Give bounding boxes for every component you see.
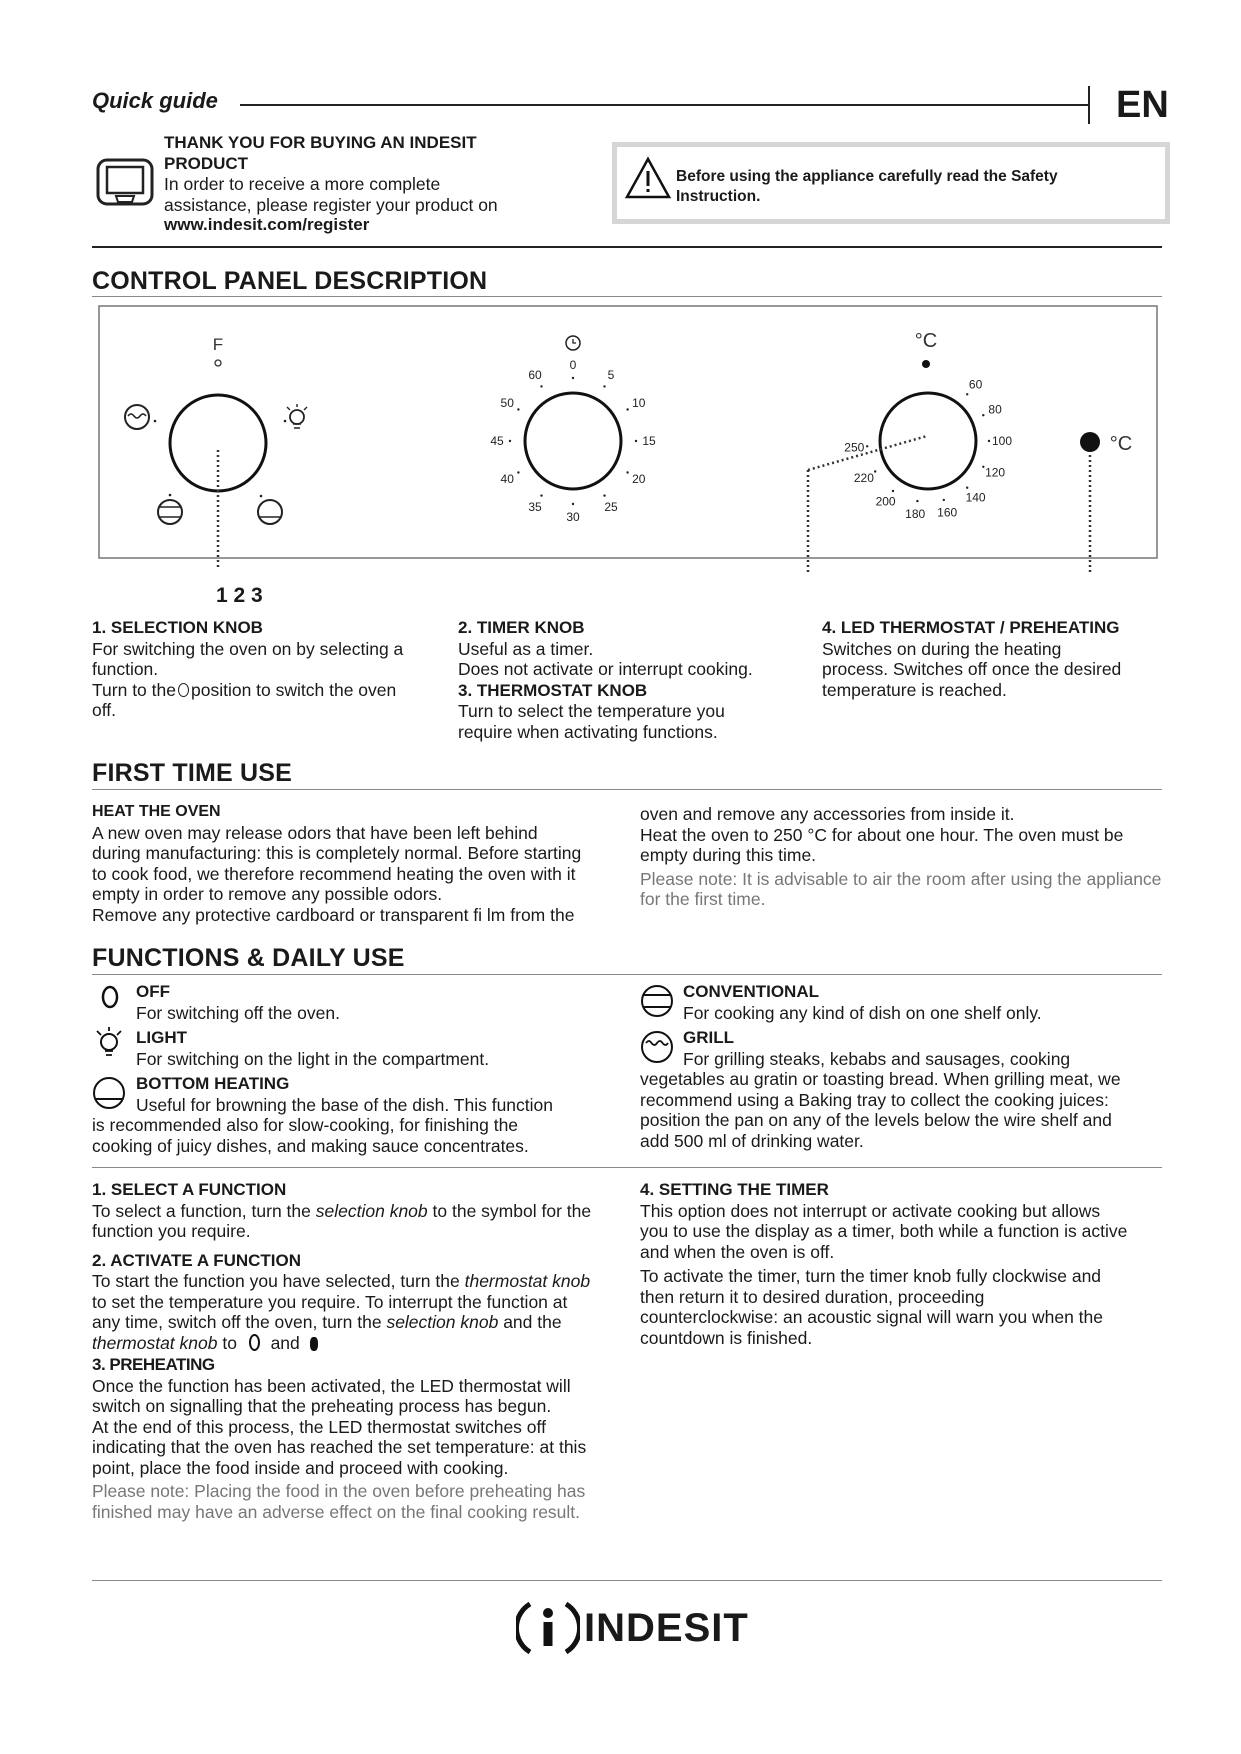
selection-knob-text: For switching the oven on by selecting a (92, 638, 404, 659)
thermostat-degree-label: °C (914, 330, 938, 352)
bottom-heating-icon (258, 495, 282, 524)
thermostat-knob-text: Turn to select the temperature you (458, 701, 725, 721)
setting-timer-text-6: counterclockwise: an acoustic signal will warn you when the (640, 1307, 1104, 1327)
timer-mark: 60 (528, 368, 542, 383)
preheating-title: 3. PREHEATING (92, 1355, 215, 1374)
header-rule (240, 104, 1088, 106)
setting-timer-text-3: and when the oven is off. (640, 1241, 835, 1262)
preheating-text-2: switch on signalling that the preheating process has begun. (92, 1396, 552, 1416)
timer-mark: 0 (569, 358, 577, 372)
timer-knob-text: Useful as a timer. (458, 638, 594, 659)
bottom-heating-text: Useful for browning the base of the dish. This function (136, 1094, 554, 1115)
timer-mark-dot (540, 494, 542, 496)
activate-function-text: To start the function you have selected, turn the (92, 1271, 460, 1291)
thermostat-mark-dot (982, 466, 984, 468)
timer-mark-dot (517, 408, 519, 410)
thermostat-mark-dot (988, 440, 990, 442)
preheating-note-2: finished may have an adverse effect on the final cooking result. (92, 1501, 581, 1522)
grill-text-4: position the pan on any of the levels below the wire shelf and (640, 1110, 1112, 1130)
grill-icon (125, 405, 156, 429)
heat-oven-text-5: Remove any protective cardboard or transparent fi lm from the (92, 904, 575, 925)
clock-icon (566, 336, 580, 350)
activate-function-text-5: to (222, 1332, 237, 1353)
activate-function-text-italic-3: thermostat knob (92, 1332, 218, 1353)
thermostat-mark: 120 (985, 465, 1006, 480)
light-text: For switching on the light in the compartment. (136, 1048, 490, 1069)
setting-timer-text-5: then return it to desired duration, proceeding (640, 1286, 985, 1307)
timer-mark: 35 (528, 499, 542, 514)
preheating-note: Please note: Placing the food in the oven before preheating has (92, 1481, 586, 1501)
off-position-icon (249, 1334, 260, 1351)
thermostat-mark-dot (943, 499, 945, 501)
selection-knob-title: 1. SELECTION KNOB (92, 618, 263, 637)
warning-text-2: Instruction. (676, 188, 761, 205)
timer-mark: 5 (607, 368, 615, 383)
thermostat-mark: 100 (991, 434, 1013, 448)
thermostat-mark: 220 (853, 471, 874, 485)
safety-warning-box (612, 142, 1170, 224)
heat-oven-note-2: for the first time. (640, 889, 766, 909)
timer-mark-dot (572, 503, 574, 505)
thermostat-mark-dot (892, 490, 894, 492)
control-panel-heading: CONTROL PANEL DESCRIPTION (92, 267, 488, 295)
activate-function-title: 2. ACTIVATE A FUNCTION (92, 1250, 302, 1270)
warning-text: Before using the appliance carefully read the Safety (676, 168, 1058, 185)
conventional-title: CONVENTIONAL (683, 982, 819, 1001)
bottom-heating-title: BOTTOM HEATING (136, 1074, 290, 1093)
light-title: LIGHT (136, 1028, 187, 1047)
thermostat-mark: 140 (965, 490, 986, 505)
heat-oven-note: Please note: It is advisable to air the room after using the appliance (640, 868, 1162, 889)
led-thermostat-indicator (1080, 432, 1100, 452)
heat-oven-text-6: oven and remove any accessories from inside it. (640, 804, 1015, 824)
heat-oven-text-3: to cook food, we therefore recommend heating the oven with it (92, 863, 576, 884)
preheating-text-5: point, place the food inside and proceed with cooking. (92, 1457, 509, 1478)
thanks-text: In order to receive a more complete (164, 174, 441, 194)
thermostat-mark: 160 (937, 505, 958, 520)
timer-mark-dot (626, 408, 628, 410)
activate-function-text-italic: thermostat knob (464, 1271, 591, 1291)
setting-timer-text-7: countdown is finished. (640, 1327, 813, 1348)
thermostat-knob-text-2: require when activating functions. (458, 721, 718, 742)
thermostat-mark-dot (982, 414, 984, 416)
thermostat-mark: 200 (875, 494, 896, 509)
heat-oven-text: A new oven may release odors that have been left behind (92, 822, 538, 843)
selection-knob-text-5: off. (92, 700, 117, 720)
thermostat-mark: 180 (905, 506, 926, 521)
light-icon (284, 404, 307, 428)
thanks-text-2: assistance, please register your product on (164, 194, 498, 215)
timer-mark-dot (572, 377, 574, 379)
select-function-text-3: function you require. (92, 1221, 251, 1241)
selection-knob-text-3: Turn to the (92, 679, 176, 700)
heat-oven-text-4: empty in order to remove any possible odors. (92, 884, 443, 904)
timer-mark: 15 (642, 434, 656, 448)
thermostat-mark-dot (966, 393, 968, 395)
thermostat-mark-dot (866, 445, 868, 447)
timer-knob-title: 2. TIMER KNOB (458, 618, 585, 637)
activate-function-text-2: to set the temperature you require. To interrupt the function at (92, 1291, 568, 1312)
grill-text-3: recommend using a Baking tray to collect the cooking juices: (640, 1089, 1109, 1110)
select-function-title: 1. SELECT A FUNCTION (92, 1180, 287, 1199)
activate-function-text-6: and (270, 1332, 300, 1353)
timer-mark-dot (626, 471, 628, 473)
grill-text: For grilling steaks, kebabs and sausages, cooking (683, 1048, 1071, 1069)
setting-timer-text-4: To activate the timer, turn the timer knob fully clockwise and (640, 1266, 1102, 1286)
thermostat-mark: 80 (988, 402, 1002, 417)
led-thermostat-text-2: process. Switches off once the desired (822, 659, 1122, 679)
heat-oven-text-8: empty during this time. (640, 845, 817, 865)
led-degree-label: °C (1109, 433, 1133, 455)
selection-knob-text-4: position to switch the oven (190, 679, 397, 700)
heat-oven-text-7: Heat the oven to 250 °C for about one hour. The oven must be (640, 824, 1124, 845)
timer-mark: 30 (566, 510, 580, 524)
activate-function-text-3: any time, switch off the oven, turn the (92, 1312, 382, 1332)
setting-timer-title: 4. SETTING THE TIMER (640, 1180, 829, 1199)
selection-knob-text-2: function. (92, 659, 159, 679)
timer-mark-dot (517, 471, 519, 473)
control-panel-diagram (98, 305, 1158, 585)
timer-mark-dot (603, 494, 605, 496)
thermostat-off-icon (310, 1337, 318, 1351)
thanks-title: THANK YOU FOR BUYING AN INDESIT (164, 133, 477, 152)
knob-numbers: 1 2 3 (216, 584, 263, 607)
timer-mark: 40 (500, 472, 514, 486)
indesit-logo-mark (516, 1596, 580, 1660)
led-thermostat-text: Switches on during the heating (822, 638, 1062, 659)
led-thermostat-title: 4. LED THERMOSTAT / PREHEATING (822, 618, 1120, 637)
grill-title: GRILL (683, 1028, 734, 1047)
guide-title: Quick guide (92, 88, 218, 113)
language-code: EN (1116, 84, 1169, 126)
thermostat-mark: 60 (968, 377, 983, 392)
header-rule-tick (1088, 86, 1090, 124)
first-time-use-rule (92, 789, 1162, 790)
timer-mark: 25 (604, 499, 618, 514)
timer-mark-dot (509, 440, 511, 442)
thermostat-mark-dot (874, 470, 876, 472)
thermostat-mark-dot (966, 487, 968, 489)
knob1-top-label: F (212, 335, 224, 354)
setting-timer-text: This option does not interrupt or activate cooking but allows (640, 1200, 1101, 1221)
indesit-brand: INDESIT (584, 1605, 749, 1650)
activate-function-text-italic-2: selection knob (386, 1312, 499, 1332)
timer-mark-dot (540, 385, 542, 387)
off-text: For switching off the oven. (136, 1002, 340, 1023)
register-link[interactable]: www.indesit.com/register (164, 215, 370, 234)
select-function-text: To select a function, turn the (92, 1200, 311, 1221)
header-bottom-rule (92, 246, 1162, 248)
functions-rule (92, 974, 1162, 975)
timer-mark: 20 (632, 472, 646, 486)
select-function-text-italic: selection knob (315, 1200, 428, 1221)
timer-mark: 50 (500, 396, 514, 410)
conventional-icon (158, 494, 182, 524)
grill-text-5: add 500 ml of drinking water. (640, 1130, 864, 1151)
timer-knob-text-2: Does not activate or interrupt cooking. (458, 659, 753, 679)
thermostat-knob-title: 3. THERMOSTAT KNOB (458, 680, 648, 700)
control-panel-rule (92, 296, 1162, 297)
bottom-heating-text-3: cooking of juicy dishes, and making sauce concentrates. (92, 1135, 529, 1156)
preheating-text: Once the function has been activated, the LED thermostat will (92, 1375, 571, 1396)
heat-oven-text-2: during manufacturing: this is completely normal. Before starting (92, 843, 582, 863)
timer-mark-dot (635, 440, 637, 442)
warning-icon (625, 156, 671, 205)
thanks-title-2: PRODUCT (164, 153, 249, 173)
timer-mark-dot (603, 385, 605, 387)
footer-rule (92, 1580, 1162, 1581)
timer-mark: 45 (490, 434, 504, 448)
first-time-use-heading: FIRST TIME USE (92, 759, 293, 787)
indesit-logo (516, 1596, 749, 1660)
activate-function-text-4: and the (503, 1312, 562, 1332)
bottom-heating-text-2: is recommended also for slow-cooking, for finishing the (92, 1115, 519, 1135)
setting-timer-text-2: you to use the display as a timer, both while a function is active (640, 1221, 1128, 1241)
off-symbol-icon (178, 683, 189, 697)
functions-heading: FUNCTIONS & DAILY USE (92, 944, 405, 972)
grill-text-2: vegetables au gratin or toasting bread. When grilling meat, we (640, 1069, 1121, 1089)
select-function-text-2: to the symbol for the (432, 1200, 592, 1221)
functions-bottom-rule (92, 1167, 1162, 1168)
off-title: OFF (136, 982, 170, 1001)
heat-oven-title: HEAT THE OVEN (92, 803, 221, 820)
thermostat-mark-dot (916, 500, 918, 502)
thermostat-mark: 250 (844, 440, 865, 455)
led-thermostat-text-3: temperature is reached. (822, 679, 1007, 700)
conventional-text: For cooking any kind of dish on one shelf only. (683, 1002, 1042, 1023)
timer-mark: 10 (632, 396, 646, 410)
preheating-text-4: indicating that the oven has reached the set temperature: at this (92, 1437, 587, 1457)
monitor-icon (96, 158, 154, 215)
preheating-text-3: At the end of this process, the LED thermostat switches off (92, 1416, 546, 1437)
